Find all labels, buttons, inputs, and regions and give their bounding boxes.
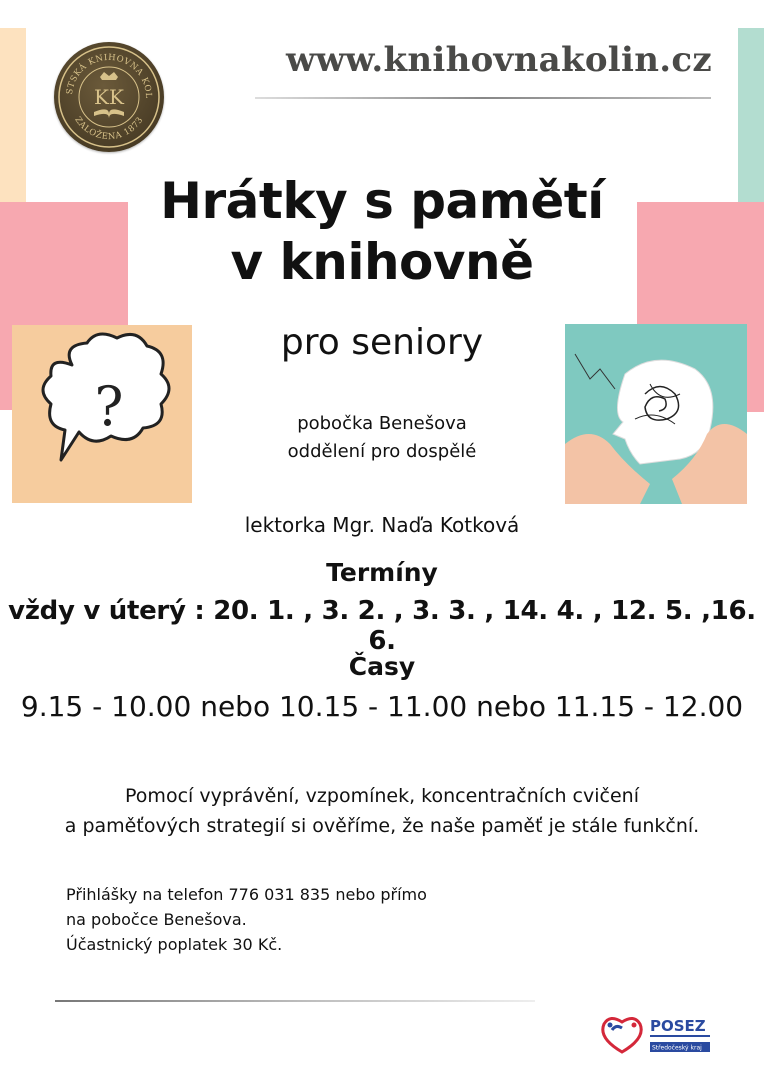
fee-info: Účastnický poplatek 30 Kč.	[66, 935, 283, 954]
logo-monogram: KK	[94, 85, 124, 109]
website-url[interactable]: www.knihovnakolin.cz	[286, 40, 712, 80]
top-divider	[255, 97, 711, 99]
logo-text-bottom: ZALOŽENA 1873	[72, 115, 146, 143]
lecturer: lektorka Mgr. Naďa Kotková	[244, 513, 520, 537]
posez-tagline: Středočeský kraj	[652, 1044, 702, 1052]
subtitle: pro seniory	[280, 322, 484, 363]
posez-name: POSEZ	[650, 1017, 706, 1035]
svg-text:ZALOŽENA 1873	[72, 115, 145, 142]
svg-text:?: ?	[94, 375, 124, 438]
registration-info: Přihlášky na telefon 776 031 835 nebo přímo	[66, 885, 427, 904]
times-values: 9.15 - 10.00 nebo 10.15 - 11.00 nebo 11.15 - 12.00	[20, 690, 744, 723]
terms-dates: vždy v úterý : 20. 1. , 3. 2. , 3. 3. , 14. 4. , 12. 5. ,16. 6.	[8, 596, 756, 656]
bottom-divider	[55, 1000, 535, 1002]
department-name: oddělení pro dospělé	[287, 441, 477, 462]
title-line-1: Hrátky s pamětí	[160, 172, 604, 230]
title-line-2: v knihovně	[230, 233, 534, 291]
description-line-2: a paměťových strategií si ověříme, že naše paměť je stále funkční.	[64, 815, 700, 837]
description-line-1: Pomocí vyprávění, vzpomínek, koncentračních cvičení	[125, 785, 639, 807]
registration-location: na pobočce Benešova.	[66, 910, 247, 929]
library-seal-logo[interactable]	[54, 42, 164, 152]
logo-text-top: STSKÁ KNIHOVNA KOL	[65, 52, 154, 99]
posez-logo[interactable]	[600, 1012, 715, 1058]
terms-heading: Termíny	[326, 558, 438, 587]
times-heading: Časy	[348, 652, 416, 681]
branch-name: pobočka Benešova	[297, 413, 467, 434]
